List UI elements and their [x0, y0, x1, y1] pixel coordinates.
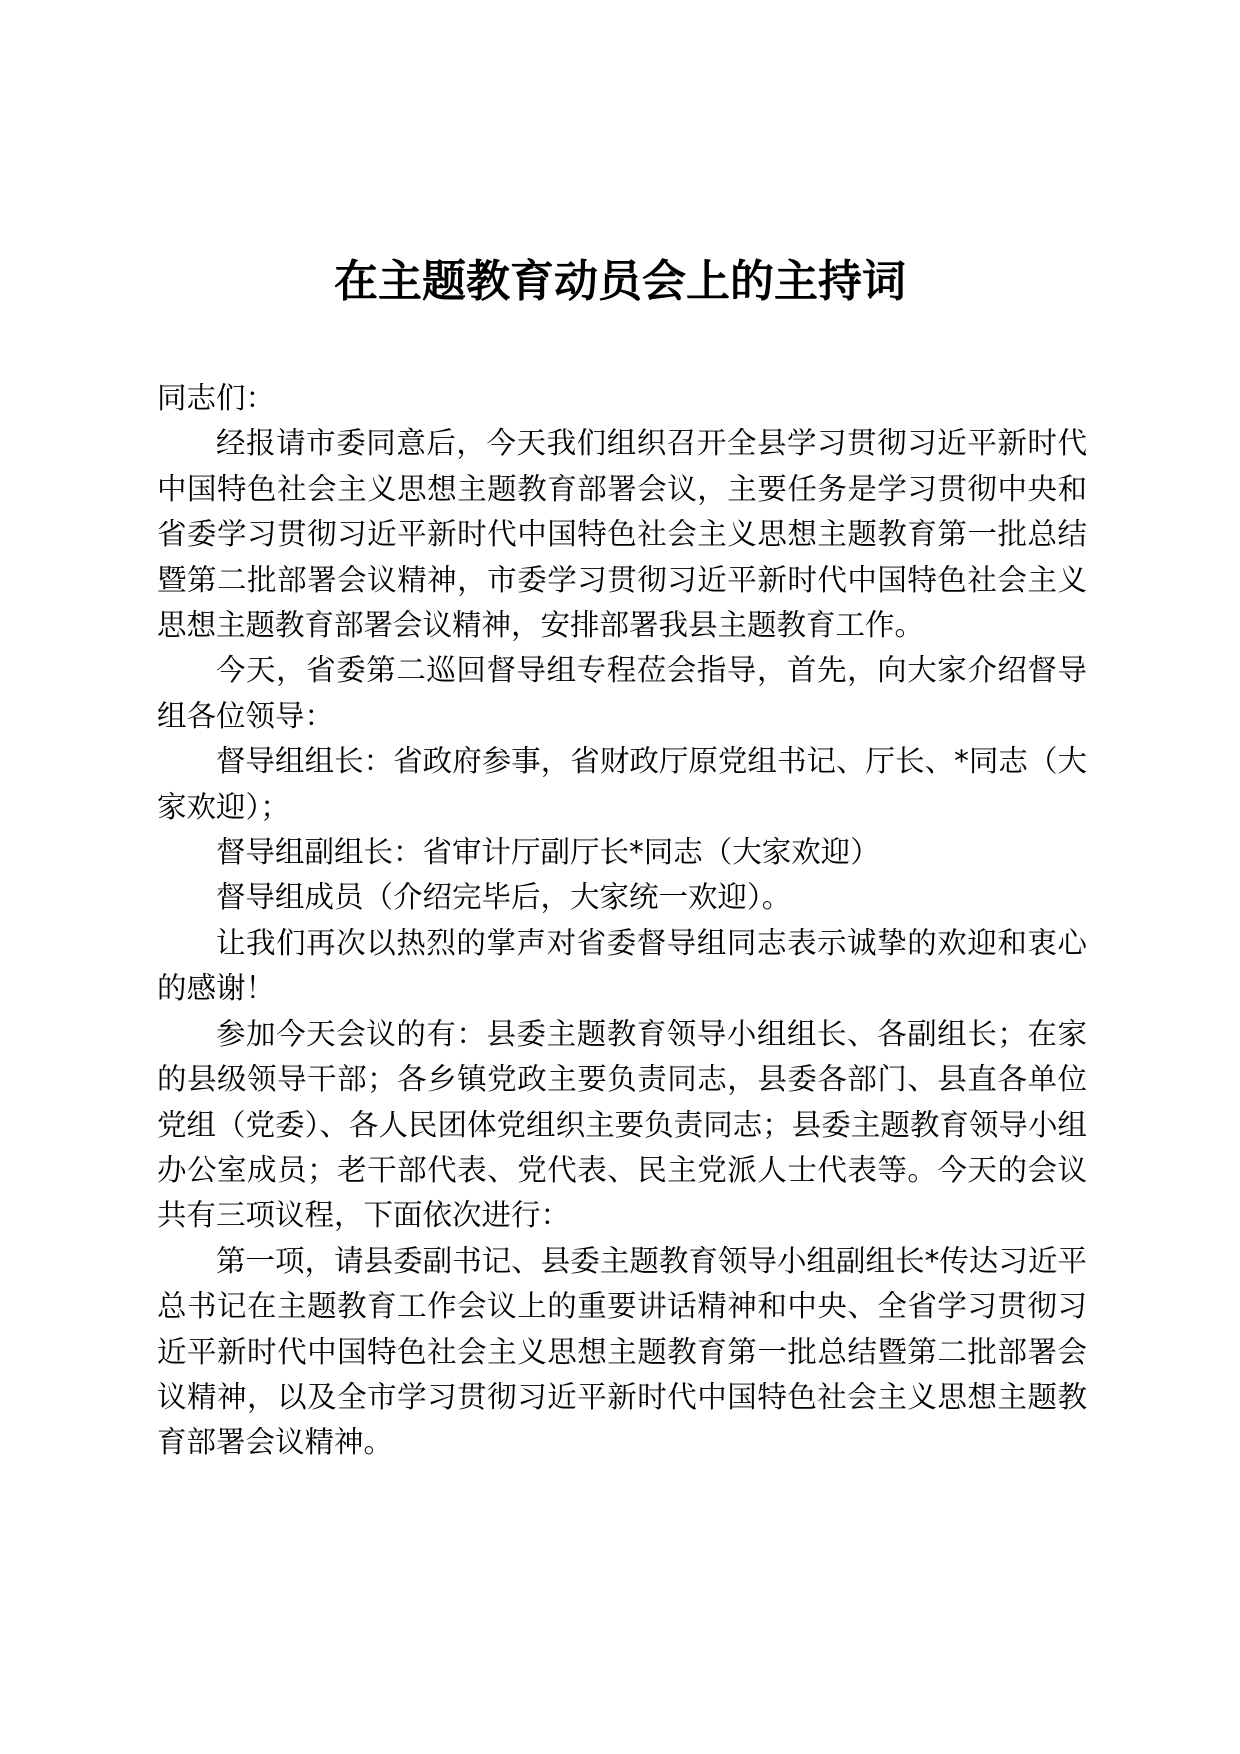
- paragraph-opening: 经报请市委同意后，今天我们组织召开全县学习贯彻习近平新时代中国特色社会主义思想主题教育部署会议，主要任务是学习贯彻中央和省委学习贯彻习近平新时代中国特色社会主义思想主题教育第一批总结暨第二批部署会议精神，市委学习贯彻习近平新时代中国特色社会主义思想主题教育部署会议精神，安排部署我县主题教育工作。: [157, 426, 1087, 643]
- paragraph-attendees: 参加今天会议的有：县委主题教育领导小组组长、各副组长；在家的县级领导干部；各乡镇党政主要负责同志，县委各部门、县直各单位党组（党委）、各人民团体党组织主要负责同志；县委主题教育领导小组办公室成员；老干部代表、党代表、民主党派人士代表等。今天的会议共有三项议程，下面依次进行：: [157, 1016, 1087, 1233]
- salutation: 同志们：: [157, 381, 276, 415]
- paragraph-agenda-item-1: 第一项，请县委副书记、县委主题教育领导小组副组长*传达习近平总书记在主题教育工作会议上的重要讲话精神和中央、全省学习贯彻习近平新时代中国特色社会主义思想主题教育第一批总结暨第二批部署会议精神，以及全市学习贯彻习近平新时代中国特色社会主义思想主题教育部署会议精神。: [157, 1243, 1087, 1460]
- paragraph-welcome: 让我们再次以热烈的掌声对省委督导组同志表示诚挚的欢迎和衷心的感谢！: [157, 925, 1087, 1006]
- paragraph-deputy-leader: 督导组副组长：省审计厅副厅长*同志（大家欢迎）: [216, 835, 880, 870]
- paragraph-supervision-intro: 今天，省委第二巡回督导组专程莅会指导，首先，向大家介绍督导组各位领导：: [157, 653, 1087, 733]
- document-body: [157, 376, 1087, 1466]
- paragraph-group-members: 督导组成员（介绍完毕后，大家统一欢迎）。: [216, 880, 792, 915]
- document-title: 在主题教育动员会上的主持词: [334, 256, 906, 307]
- paragraph-group-leader: 督导组组长：省政府参事，省财政厅原党组书记、厅长、*同志（大家欢迎）；: [157, 744, 1087, 824]
